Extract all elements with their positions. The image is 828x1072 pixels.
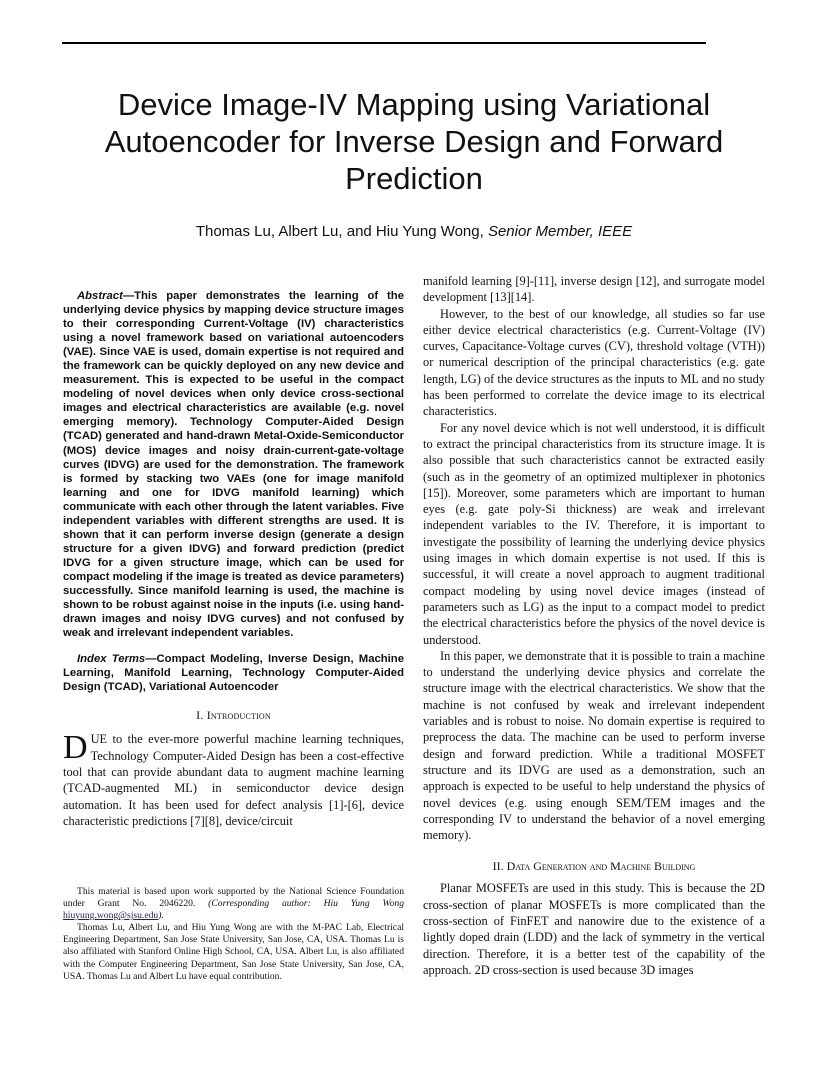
footnote-close: ).	[158, 910, 164, 922]
index-terms	[63, 652, 404, 694]
footnote-funding	[63, 886, 404, 922]
author-role: Senior Member, IEEE	[487, 223, 633, 240]
section-number: I.	[196, 708, 204, 723]
index-terms-label: Index Terms	[77, 653, 146, 666]
section-title: Data Generation and Machine Building	[506, 859, 696, 874]
section-heading-data-generation	[423, 859, 765, 874]
intro-text: UE to the ever-more powerful machine learning techniques, Technology Computer-Aided Design has been a cost-effective tool that can provide abundant data to augment machine learning (TCAD-augmented ML) in semiconductor device design automation. It has been used for defect analysis [1]-[6], device characteristic predictions [7][8], device/circuit	[63, 732, 404, 828]
paper-title: Device Image-IV Mapping using Variational Autoencoder for Inverse Design and Forward Prediction	[104, 87, 724, 196]
header-rule	[62, 42, 706, 44]
section-title: Introduction	[206, 708, 271, 723]
section-heading-introduction	[63, 708, 404, 723]
authors: Thomas Lu, Albert Lu, and Hiu Yung Wong,	[195, 223, 484, 240]
paragraph: For any novel device which is not well understood, it is difficult to extract the principal characteristics from its structure image. It is also possible that such characteristics cannot be extracted easily (such as in the geometry of an optimized multiplexer in photonics [15]). Moreover, some parameters which are important to human eyes (e.g. gate poly-Si thickness) are weak and irrelevant independent variables to the IV. Therefore, it is important to investigate the possibility of learning the underlying device physics using images in which domain expertise is not used. If this is successful, it will create a novel approach to augment traditional compact modeling by using novel device images (instead of parameters such as LG) as the input to a compact model to predict the electrical characteristics before the physics of the novel device is understood.	[423, 420, 765, 647]
intro-paragraph	[63, 731, 404, 829]
paragraph: manifold learning [9]-[11], inverse design [12], and surrogate model development [13][14].	[423, 274, 765, 305]
left-column	[63, 289, 404, 829]
footnote-corresponding: (Corresponding author: Hiu Yung Wong	[208, 898, 404, 910]
abstract	[63, 289, 404, 640]
author-line	[62, 222, 766, 242]
paragraph: Planar MOSFETs are used in this study. This is because the 2D cross-section of planar MOSFETs is more complicated than the cross-section of FinFET and nanowire due to the existence of a lightly doped drain (LDD) and the lack of symmetry in the vertical direction. Therefore, it is a better test of the capability of the approach. 2D cross-section is used because 3D images	[423, 881, 765, 977]
footnote	[63, 886, 404, 983]
section-number: II.	[492, 859, 504, 874]
drop-cap: D	[63, 729, 88, 767]
footnote-funding-text: This material is based upon work supported by the National Science Foundation under Grant No. 2046220.	[63, 886, 404, 910]
abstract-text: —This paper demonstrates the learning of the underlying device physics by mapping device structure images to their corresponding Current-Voltage (IV) characteristics using a novel framework based on variational autoencoders (VAE). Since VAE is used, domain expertise is not required and the framework can be quickly deployed on any new device and measurement. This is expected to be useful in the compact modeling of novel devices when only device cross-sectional images and electrical characteristics are available (e.g. novel emerging memory). Technology Computer-Aided Design (TCAD) generated and hand-drawn Metal-Oxide-Semiconductor (MOS) device images and noisy drain-current-gate-voltage curves (IDVG) are used for the demonstration. The framework is formed by stacking two VAEs (one for image manifold learning and one for IDVG manifold learning) which communicate with each other through the latent variables. Five independent variables with different strengths are used. It is shown that it can perform inverse design (generate a design structure for a given IDVG) and forward prediction (predict IDVG for a given structure image, which can be used for compact modeling if the image is treated as device parameters) successfully. Since manifold learning is used, the machine is shown to be robust against noise in the inputs (i.e. using hand-drawn images and noisy IDVG curves) and not confused by weak and irrelevant independent variables.	[63, 290, 404, 640]
right-column	[423, 273, 765, 978]
paragraph: In this paper, we demonstrate that it is possible to train a machine to understand the underlying device physics and correlate the structure image with the electrical characteristics. We show that the machine is not confused by weak and irrelevant independent variables and is robust to noise. No domain expertise is required to preprocess the data. The machine can be used to perform inverse design and forward prediction. While a traditional MOSFET structure and its IDVG are used as a demonstration, such an approach is expected to be useful to help understand the physics of novel devices (e.g. using enough SEM/TEM images and the corresponding IV to understand the behavior of a novel emerging memory).	[423, 648, 765, 843]
abstract-label: Abstract	[77, 290, 123, 302]
email-link[interactable]: hiuyung.wong@sjsu.edu	[63, 910, 159, 922]
index-terms-text: —Compact Modeling, Inverse Design, Machine Learning, Manifold Learning, Technology Computer-Aided Design (TCAD), Variational Autoencoder	[63, 653, 404, 694]
paragraph: However, to the best of our knowledge, all studies so far use either device electrical characteristics (e.g. Current-Voltage (IV) curves, Capacitance-Voltage curves (CV), threshold voltage (VTH)) or numerical description of the principal characteristics (e.g. gate length, LG) of the device structures as the inputs to ML and no study has been performed to correlate the device image to its electrical characteristics.	[423, 306, 765, 419]
footnote-affiliations: Thomas Lu, Albert Lu, and Hiu Yung Wong are with the M-PAC Lab, Electrical Engineering Department, San Jose State University, San Jose, CA, USA. Thomas Lu is also affiliated with Stanford Online High School, CA, USA. Albert Lu, is also affiliated with the Computer Engineering Department, San Jose State University, San Jose, CA, USA. Thomas Lu and Albert Lu have equal contribution.	[63, 922, 404, 982]
